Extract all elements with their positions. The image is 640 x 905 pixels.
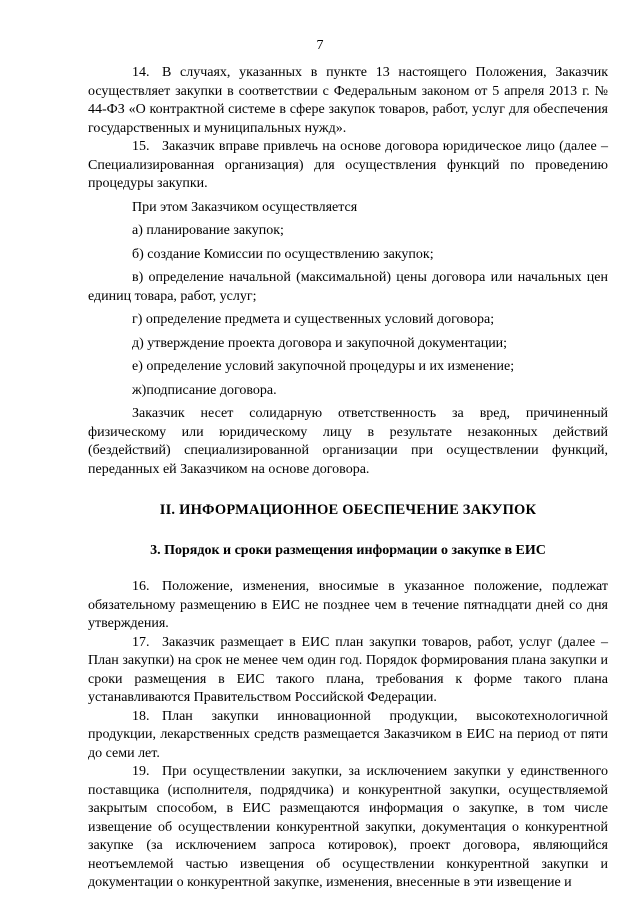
list-item: д) утверждение проекта договора и закупочной документации; (132, 335, 508, 351)
paragraph-14 (88, 64, 608, 138)
paragraph-17 (88, 634, 608, 708)
paragraph-text: При осуществлении закупки, за исключением закупки у единственного поставщика (исполнителя, подрядчика) и конкурентной закупки, осуществляемой закрытым способом, в ЕИС размещаются информация о закупке, в том числе извещение об осуществлении конкурентной закупки, документация о конкурентной закупке (за исключением запроса котировок), проект договора, являющийся неотъемлемой частью извещения об осуществлении конкурентной закупки и документации о конкурентной закупке, изменения, внесенные в эти извещение и (88, 764, 608, 890)
paragraph-16 (88, 578, 608, 634)
section-heading: II. ИНФОРМАЦИОННОЕ ОБЕСПЕЧЕНИЕ ЗАКУПОК (159, 502, 537, 518)
paragraph-19 (88, 763, 608, 893)
list-item: е) определение условий закупочной процедуры и их изменение; (132, 359, 515, 374)
list-item: ж)подписание договора. (132, 382, 277, 398)
list-item: б) создание Комиссии по осуществлению закупок; (132, 246, 434, 262)
liability-paragraph: Заказчик несет солидарную ответственность за вред, причиненный физическому или юридическому лицу в результате незаконных действий (бездействий) специализированной организации при осуществлении функций, переданных ей Заказчиком на основе договора. (88, 406, 608, 477)
list-item: в) определение начальной (максимальной) цены договора или начальных цен единиц товара, работ, услуг; (88, 270, 608, 304)
paragraph-18 (88, 708, 608, 764)
paragraph-text: План закупки инновационной продукции, высокотехнологичной продукции, лекарственных средств размещается Заказчиком в ЕИС на период от пяти до семи лет. (88, 708, 608, 761)
paragraph-number: 19. (132, 764, 150, 779)
paragraph-number: 15. (132, 139, 150, 154)
page-number: 7 (316, 38, 324, 53)
paragraph-15 (88, 138, 608, 194)
paragraph-text: Положение, изменения, вносимые в указанное положение, подлежат обязательному размещению в ЕИС не позднее чем в течение пятнадцати дней со дня утверждения. (88, 579, 608, 631)
document-body (88, 64, 608, 893)
paragraph-text: В случаях, указанных в пункте 13 настоящего Положения, Заказчик осуществляет закупки в соответствии с Федеральным законом от 5 апреля 2013 г. № 44-ФЗ «О контрактной системе в сфере закупок товаров, работ, услуг для обеспечения государственных и муниципальных нужд». (88, 65, 608, 136)
paragraph-number: 18. (132, 708, 150, 724)
list-item: г) определение предмета и существенных условий договора; (132, 312, 495, 327)
list-item: а) планирование закупок; (132, 223, 284, 238)
subsection-heading: 3. Порядок и сроки размещения информации о закупке в ЕИС (150, 542, 546, 558)
paragraph-text: Заказчик вправе привлечь на основе договора юридическое лицо (далее – Специализированная организация) для осуществления функций по проведению процедуры закупки. (88, 139, 608, 191)
paragraph-text: Заказчик размещает в ЕИС план закупки товаров, работ, услуг (далее – План закупки) на срок не менее чем один год. Порядок формирования плана закупки и сроки размещения в ЕИС такого плана, требования к форме такого плана устанавливаются Правительством Российской Федерации. (88, 634, 608, 705)
paragraph-number: 16. (132, 579, 150, 594)
paragraph-15-intro: При этом Заказчиком осуществляется (132, 199, 358, 215)
paragraph-number: 14. (132, 65, 150, 80)
paragraph-number: 17. (132, 634, 150, 650)
